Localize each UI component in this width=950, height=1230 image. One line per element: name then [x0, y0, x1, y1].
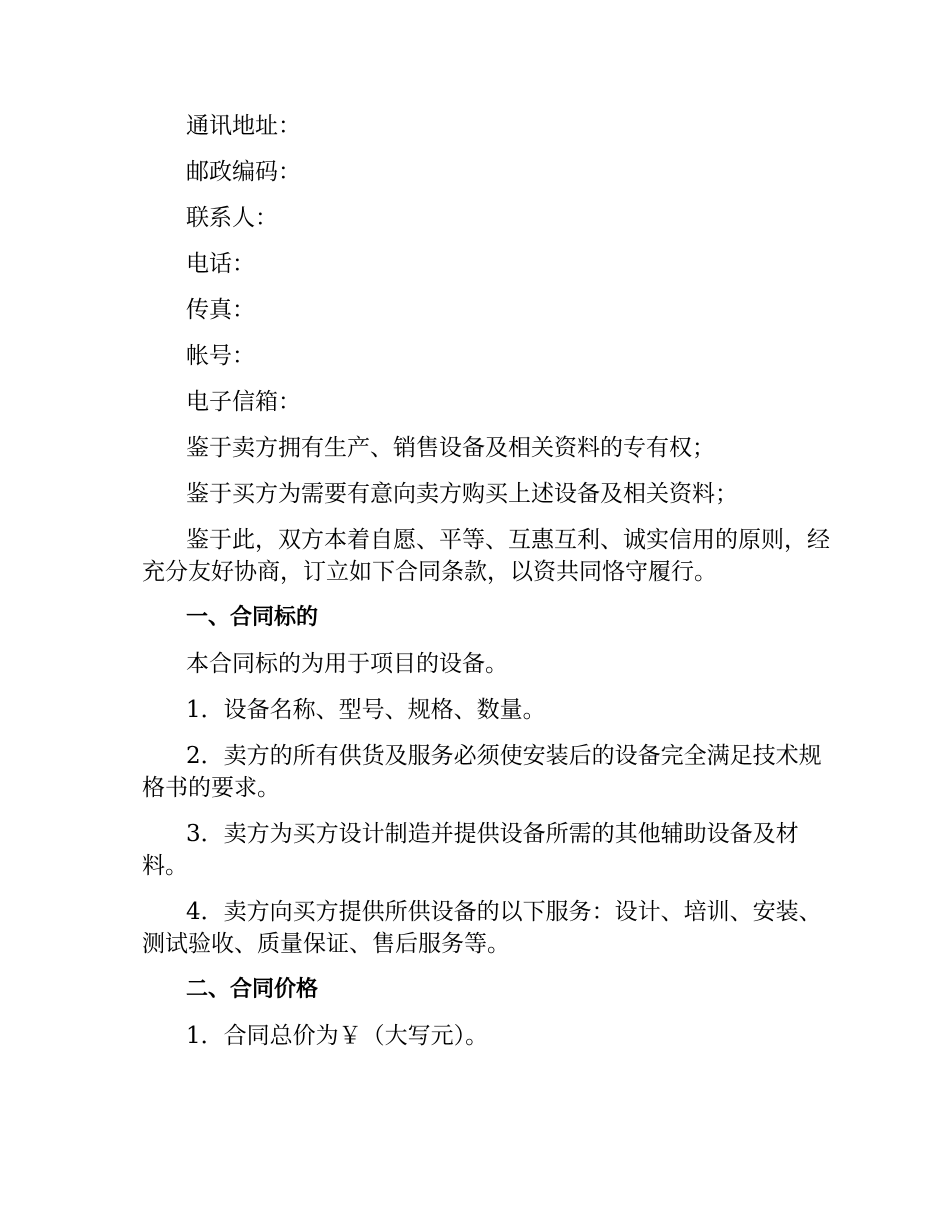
contact-postcode: 邮政编码：	[186, 159, 301, 185]
contact-phone: 电话：	[186, 251, 255, 277]
contact-account: 帐号：	[186, 343, 255, 369]
contact-address: 通讯地址：	[186, 113, 301, 139]
subject-intro: 本合同标的为用于项目的设备。	[186, 651, 508, 677]
recital-agreement: 鉴于此，双方本着自愿、平等、互惠互利、诚实信用的原则，经充分友好协商，订立如下合同条款，以资共同恪守履行。	[142, 527, 830, 585]
price-item-1: 1．合同总价为￥（大写元）。	[186, 1023, 489, 1049]
section-heading-subject: 一、合同标的	[186, 605, 319, 630]
section-heading-price: 二、合同价格	[186, 977, 319, 1002]
subject-item-3: 3．卖方为买方设计制造并提供设备所需的其他辅助设备及材料。	[142, 821, 799, 879]
document-page	[142, 110, 832, 1066]
subject-item-2: 2．卖方的所有供货及服务必须使安装后的设备完全满足技术规格书的要求。	[142, 743, 822, 801]
subject-item-1: 1．设备名称、型号、规格、数量。	[186, 697, 546, 723]
contact-fax: 传真：	[186, 297, 255, 323]
contact-email: 电子信箱：	[186, 389, 301, 415]
contact-person: 联系人：	[186, 205, 278, 231]
recital-seller: 鉴于卖方拥有生产、销售设备及相关资料的专有权；	[186, 435, 715, 461]
recital-buyer: 鉴于买方为需要有意向卖方购买上述设备及相关资料；	[186, 481, 738, 507]
subject-item-4: 4．卖方向买方提供所供设备的以下服务：设计、培训、安装、测试验收、质量保证、售后服务等。	[142, 899, 822, 957]
